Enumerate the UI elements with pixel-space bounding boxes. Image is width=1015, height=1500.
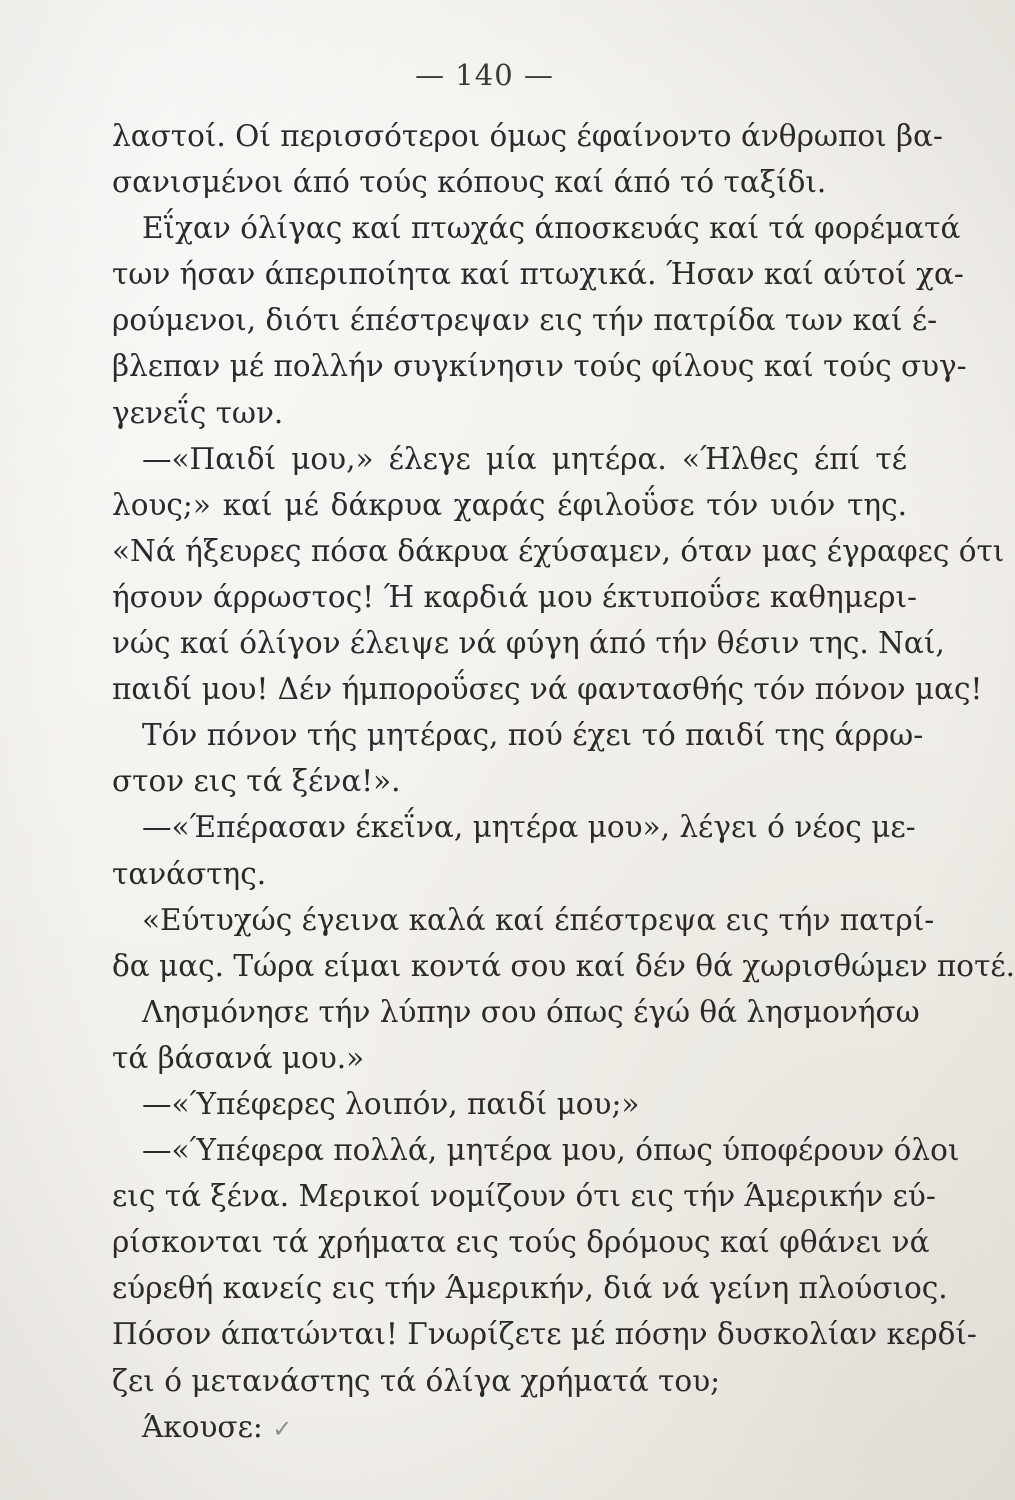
text-line: νώς καί όλίγον έλειψε νά φύγη άπό τήν θέσιν της. Ναί,: [112, 626, 945, 661]
text-line-content: Άκουσε:: [142, 1409, 263, 1444]
text-line: στον εις τά ξένα!».: [112, 764, 401, 799]
body-text: [112, 113, 1015, 1450]
text-line: Λησμόνησε τήν λύπην σου όπως έγώ θά λησμονήσω: [142, 994, 920, 1029]
text-line: εύρεθή κανείς εις τήν Άμερικήν, διά νά γείνη πλούσιος.: [112, 1271, 948, 1306]
text-line: σανισμένοι άπό τούς κόπους καί άπό τό ταξίδι.: [112, 165, 827, 200]
text-line: ρούμενοι, διότι έπέστρεψαν εις τήν πατρίδα των καί έ-: [112, 303, 938, 338]
dialogue-line: —«Έπέρασαν έκεΐνα, μητέρα μου», λέγει ό νέος με-: [142, 810, 916, 845]
text-line: Πόσον άπατώνται! Γνωρίζετε μέ πόσην δυσκολίαν κερδί-: [112, 1317, 977, 1352]
text-line: δα μας. Τώρα είμαι κοντά σου καί δέν θά χωρισθώμεν ποτέ.: [112, 948, 1015, 983]
text-line: λους;» καί μέ δάκρυα χαράς έφιλοΰσε τόν υιόν της.: [112, 487, 907, 522]
text-line: γενεΐς των.: [112, 395, 284, 430]
text-line: Εΐχαν όλίγας καί πτωχάς άποσκευάς καί τά φορέματά: [142, 211, 961, 246]
text-line: [112, 1404, 907, 1450]
text-line: τά βάσανά μου.»: [112, 1040, 365, 1075]
text-line: βλεπαν μέ πολλήν συγκίνησιν τούς φίλους καί τούς συγ-: [112, 349, 967, 384]
dialogue-line: —«Παιδί μου,» έλεγε μία μητέρα. «Ήλθες έπί τέ: [142, 441, 907, 476]
text-line: ρίσκονται τά χρήματα εις τούς δρόμους καί φθάνει νά: [112, 1225, 930, 1260]
text-line: παιδί μου! Δέν ήμποροΰσες νά φαντασθής τόν πόνον μας!: [112, 672, 983, 707]
page-number: — 140 —: [415, 58, 554, 92]
text-line: λαστοί. Οί περισσότεροι όμως έφαίνοντο άνθρωποι βα-: [112, 119, 943, 153]
pencil-check-mark-icon: ✓: [272, 1414, 293, 1443]
dialogue-line: «Νά ήξευρες πόσα δάκρυα έχύσαμεν, όταν μας έγραφες ότι: [112, 533, 1005, 568]
text-line: των ήσαν άπεριποίητα καί πτωχικά. Ήσαν καί αύτοί χα-: [112, 257, 964, 292]
dialogue-line: —«Ύπέφερες λοιπόν, παιδί μου;»: [142, 1086, 640, 1121]
text-line: ζει ό μετανάστης τά όλίγα χρήματά του;: [112, 1363, 721, 1398]
text-line: εις τά ξένα. Μερικοί νομίζουν ότι εις τήν Άμερικήν εύ-: [112, 1179, 936, 1214]
text-line: τανάστης.: [112, 856, 267, 891]
text-line: ήσουν άρρωστος! Ή καρδιά μου έκτυποΰσε καθημερι-: [112, 579, 918, 614]
text-line: Τόν πόνον τής μητέρας, πού έχει τό παιδί της άρρω-: [142, 718, 924, 753]
dialogue-line: «Εύτυχώς έγεινα καλά καί έπέστρεψα εις τήν πατρί-: [142, 902, 935, 937]
dialogue-line: —«Ύπέφερα πολλά, μητέρα μου, όπως ύποφέρουν όλοι: [142, 1133, 960, 1168]
